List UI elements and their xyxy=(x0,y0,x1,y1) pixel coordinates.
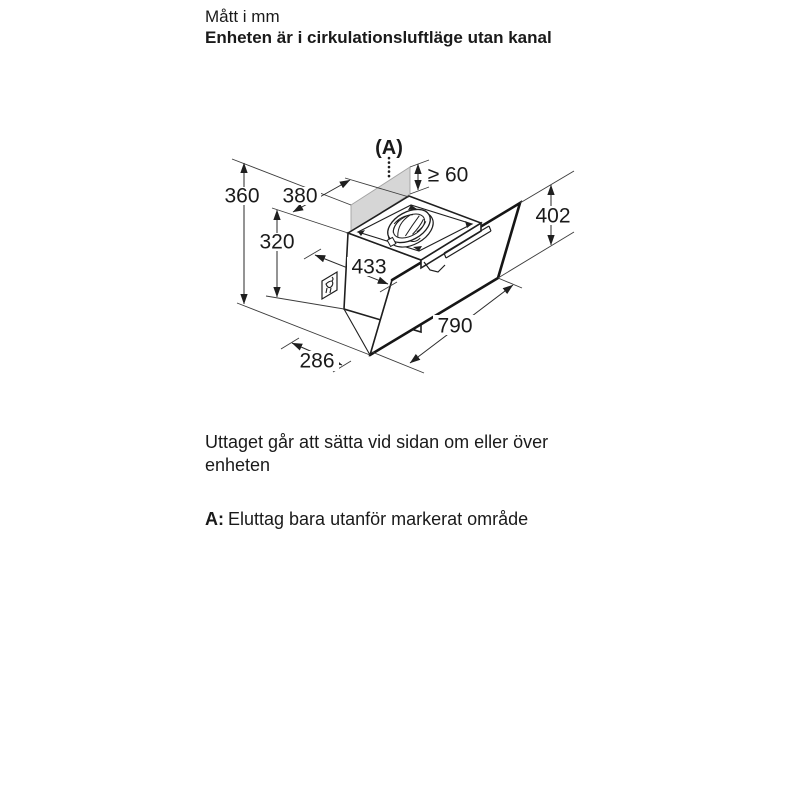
dim-label-upper-width: 433 xyxy=(351,255,387,279)
dim-label-clearance-above: ≥ 60 xyxy=(427,163,469,187)
a-note xyxy=(205,508,625,531)
units-note: Mått i mm xyxy=(205,7,280,26)
power-plug-icon xyxy=(322,272,337,299)
dim-label-top-depth: 380 xyxy=(282,184,318,208)
a-note-prefix: A: xyxy=(205,509,224,529)
dim-label-front-height: 402 xyxy=(535,204,571,228)
a-note-text: Eluttag bara utanför markerat område xyxy=(228,509,529,529)
dim-label-bottom-depth: 286 xyxy=(299,349,335,373)
dim-label-body-height: 320 xyxy=(259,230,295,254)
dim-label-width: 790 xyxy=(437,314,473,338)
outlet-note: Uttaget går att sätta vid sidan om eller över enheten xyxy=(205,432,549,475)
marker-a-label: (A) xyxy=(375,137,403,159)
marker-a xyxy=(375,137,403,180)
dim-label-total-height: 360 xyxy=(224,184,260,208)
mode-note: Enheten är i cirkulationsluftläge utan kanal xyxy=(205,28,552,47)
